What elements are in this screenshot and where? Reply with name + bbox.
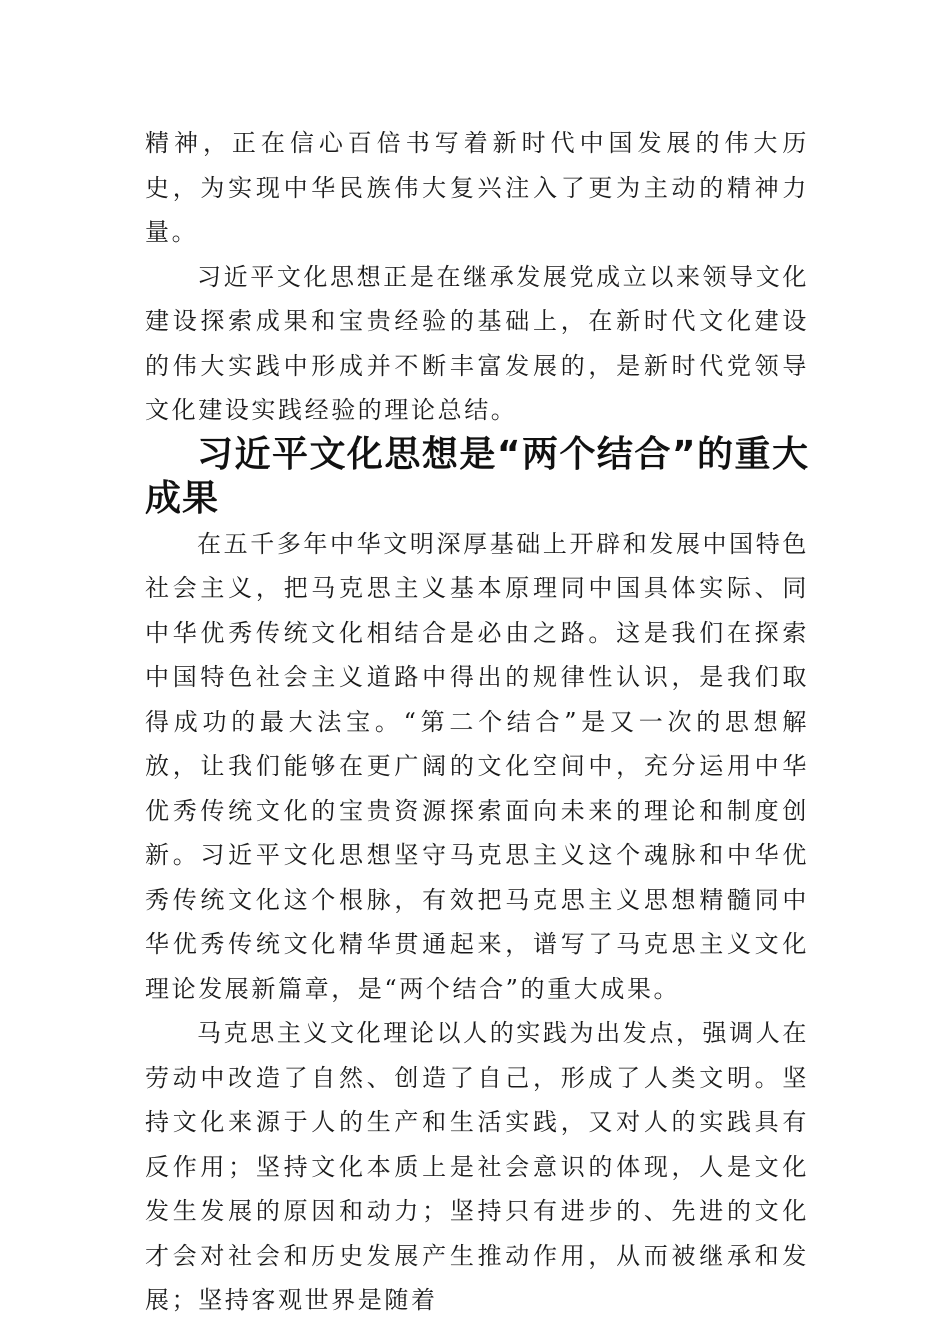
paragraph-summary: 习近平文化思想正是在继承发展党成立以来领导文化建设探索成果和宝贵经验的基础上，在新时代文化建设的伟大实践中形成并不断丰富发展的，是新时代党领导文化建设实践经验的理论总结。	[145, 262, 809, 424]
document-page	[145, 121, 809, 1323]
paragraph-continuation: 精神，正在信心百倍书写着新时代中国发展的伟大历史，为实现中华民族伟大复兴注入了更为主动的精神力量。	[145, 129, 809, 246]
paragraph-two-combinations: 在五千多年中华文明深厚基础上开辟和发展中国特色社会主义，把马克思主义基本原理同中国具体实际、同中华优秀传统文化相结合是必由之路。这是我们在探索中国特色社会主义道路中得出的规律性认识，是我们取得成功的最大法宝。“第二个结合”是又一次的思想解放，让我们能够在更广阔的文化空间中，充分运用中华优秀传统文化的宝贵资源探索面向未来的理论和制度创新。习近平文化思想坚守马克思主义这个魂脉和中华优秀传统文化这个根脉，有效把马克思主义思想精髓同中华优秀传统文化精华贯通起来，谱写了马克思主义文化理论发展新篇章，是“两个结合”的重大成果。	[145, 529, 809, 1003]
section-heading: 习近平文化思想是“两个结合”的重大成果	[145, 433, 809, 519]
paragraph-marxist-theory: 马克思主义文化理论以人的实践为出发点，强调人在劳动中改造了自然、创造了自己，形成了人类文明。坚持文化来源于人的生产和生活实践，又对人的实践具有反作用；坚持文化本质上是社会意识的体现，人是文化发生发展的原因和动力；坚持只有进步的、先进的文化才会对社会和历史发展产生推动作用，从而被继承和发展；坚持客观世界是随着	[145, 1019, 809, 1314]
